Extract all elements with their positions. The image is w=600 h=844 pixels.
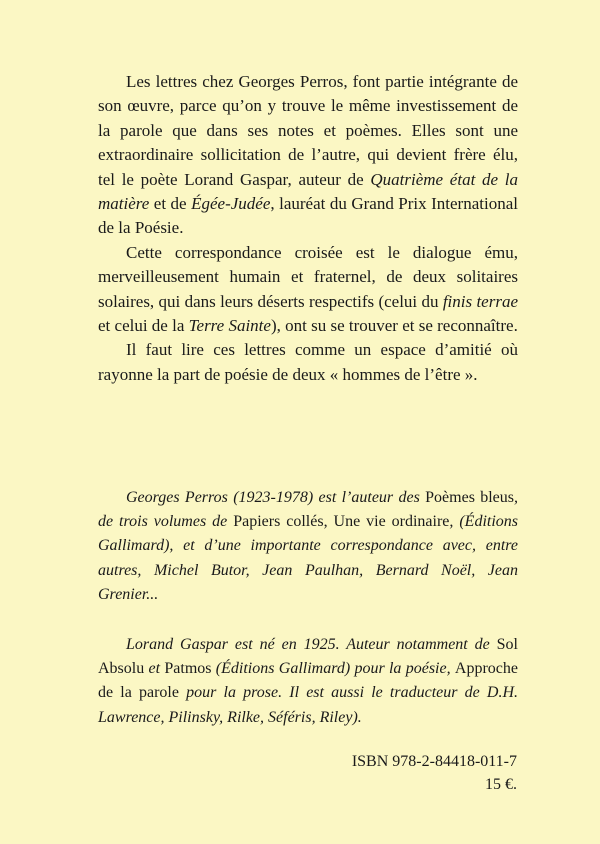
terre-sainte: Terre Sainte (188, 316, 271, 336)
bio-gaspar-text: Lorand Gaspar est né en 1925. Auteur notamment de Sol Absolu et Patmos (Éditions Gallimard) pour la poésie, Approche de la parole pour la prose. Il est aussi le traducteur de D.H. Lawrence, Pilinsky, Rilke, Séféris, Riley). (98, 636, 519, 726)
title-poemes-bleus: Poèmes bleus (425, 489, 515, 506)
paragraph-3: Il faut lire ces lettres comme un espace d’amitié où rayonne la part de poésie de deux « hommes de l’être ». (98, 340, 518, 384)
price: 15 €. (485, 776, 517, 793)
isbn-price-block (352, 750, 517, 796)
isbn: ISBN 978-2-84418-011-7 (351, 753, 517, 770)
paragraph-1: Les lettres chez Georges Perros, font partie intégrante de son œuvre, parce qu’on y trouve le même investissement de la parole que dans ses notes et poèmes. Elles sont une extraordinaire sollicitation de l’autre, qui devient frère élu, tel le poète Lorand Gaspar, auteur de Quatrième état de la matière et de Égée-Judée, lauréat du Grand Prix International de la Poésie. (98, 72, 518, 238)
title-approche-parole: Approche de la parole (98, 660, 518, 702)
title-patmos: Patmos (164, 660, 212, 678)
bio-georges-perros (98, 486, 518, 607)
bio-perros-text: Georges Perros (1923-1978) est l’auteur des Poèmes bleus, de trois volumes de Papiers collés, Une vie ordinaire, (Éditions Gallimard), et d’une importante correspondance avec, entre autres, Michel Butor, Jean Paulhan, Bernard Noël, Jean Grenier... (98, 489, 519, 603)
paragraph-2: Cette correspondance croisée est le dialogue ému, merveilleusement humain et fraternel, de deux solitaires solaires, qui dans leurs déserts respectifs (celui du finis terrae et celui de la Terre Sainte), ont su se trouver et se reconnaître. (98, 242, 518, 336)
title-papiers-colles: Papiers collés, Une vie ordinaire (233, 513, 450, 531)
book-title-quatrieme-etat: Quatrième état de la matière (98, 169, 518, 214)
title-sol-absolu: Sol Absolu (98, 636, 518, 678)
finis-terrae: finis terrae (442, 291, 518, 311)
book-title-egee-judee: Égée-Judée (191, 194, 271, 214)
back-cover-text (98, 70, 518, 387)
bio-lorand-gaspar (98, 633, 518, 730)
